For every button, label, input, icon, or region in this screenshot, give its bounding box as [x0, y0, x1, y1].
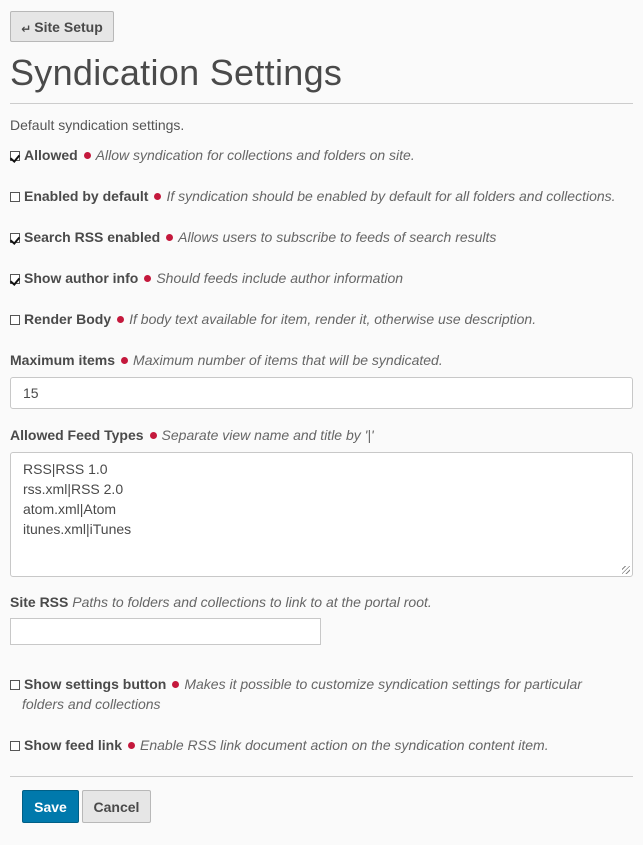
max-items-label: Maximum items: [10, 352, 116, 368]
feed-types-textarea[interactable]: [10, 452, 633, 577]
allowed-help: Allow syndication for collections and folders on site.: [95, 147, 415, 163]
show-settings-button-help-line2: folders and collections: [22, 696, 161, 712]
title-divider: [10, 103, 633, 104]
enabled-by-default-help: If syndication should be enabled by default for all folders and collections.: [166, 188, 616, 204]
required-icon: [84, 152, 91, 159]
field-allowed: [10, 145, 415, 165]
field-site-rss: [10, 592, 432, 612]
search-rss-checkbox[interactable]: [10, 233, 20, 243]
show-feed-link-label: Show feed link: [24, 737, 123, 753]
required-icon: [154, 193, 161, 200]
return-arrow-icon: ↵: [21, 21, 32, 36]
render-body-label: Render Body: [24, 311, 112, 327]
enabled-by-default-label: Enabled by default: [24, 188, 149, 204]
field-show-author: [10, 268, 403, 288]
max-items-input[interactable]: [10, 377, 633, 409]
render-body-help: If body text available for item, render it, otherwise use description.: [129, 311, 537, 327]
field-max-items: [10, 350, 443, 370]
actions-divider: [10, 776, 633, 777]
required-icon: [172, 681, 179, 688]
required-icon: [121, 357, 128, 364]
show-settings-button-label: Show settings button: [24, 676, 167, 692]
field-feed-types: [10, 425, 374, 445]
site-rss-label: Site RSS: [10, 594, 69, 610]
site-rss-input[interactable]: [10, 618, 321, 645]
feed-type-line: atom.xml|Atom: [23, 501, 117, 517]
field-show-settings-button: [10, 674, 582, 694]
field-show-feed-link: [10, 735, 549, 755]
required-icon: [144, 275, 151, 282]
show-author-checkbox[interactable]: [10, 274, 20, 284]
show-settings-button-help-cont: [22, 694, 161, 714]
show-feed-link-checkbox[interactable]: [10, 741, 20, 751]
field-search-rss: [10, 227, 496, 247]
field-render-body: [10, 309, 536, 329]
max-items-help: Maximum number of items that will be syndicated.: [133, 352, 443, 368]
site-rss-help: Paths to folders and collections to link to at the portal root.: [72, 594, 432, 610]
required-icon: [128, 742, 135, 749]
show-author-help: Should feeds include author information: [156, 270, 404, 286]
allowed-label: Allowed: [24, 147, 78, 163]
show-settings-button-help: Makes it possible to customize syndication settings for particular: [184, 676, 582, 692]
page-description: Default syndication settings.: [10, 117, 185, 133]
feed-type-line: RSS|RSS 1.0: [23, 461, 108, 477]
site-setup-label: Site Setup: [34, 18, 103, 35]
feed-type-line: itunes.xml|iTunes: [23, 521, 132, 537]
allowed-checkbox[interactable]: [10, 151, 20, 161]
render-body-checkbox[interactable]: [10, 315, 20, 325]
show-settings-button-checkbox[interactable]: [10, 680, 20, 690]
site-setup-button[interactable]: [10, 11, 114, 42]
max-items-value: 15: [23, 385, 39, 401]
show-author-label: Show author info: [24, 270, 139, 286]
feed-types-label: Allowed Feed Types: [10, 427, 144, 443]
show-feed-link-help: Enable RSS link document action on the syndication content item.: [140, 737, 549, 753]
save-button[interactable]: Save: [22, 790, 79, 823]
search-rss-help: Allows users to subscribe to feeds of search results: [178, 229, 497, 245]
required-icon: [150, 432, 157, 439]
feed-types-help: Separate view name and title by '|': [161, 427, 374, 443]
page-title: Syndication Settings: [10, 52, 343, 93]
enabled-by-default-checkbox[interactable]: [10, 192, 20, 202]
required-icon: [166, 234, 173, 241]
field-enabled-by-default: [10, 186, 616, 206]
search-rss-label: Search RSS enabled: [24, 229, 161, 245]
required-icon: [117, 316, 124, 323]
cancel-button[interactable]: Cancel: [82, 790, 151, 823]
feed-type-line: rss.xml|RSS 2.0: [23, 481, 124, 497]
resize-handle-icon[interactable]: [622, 566, 630, 574]
